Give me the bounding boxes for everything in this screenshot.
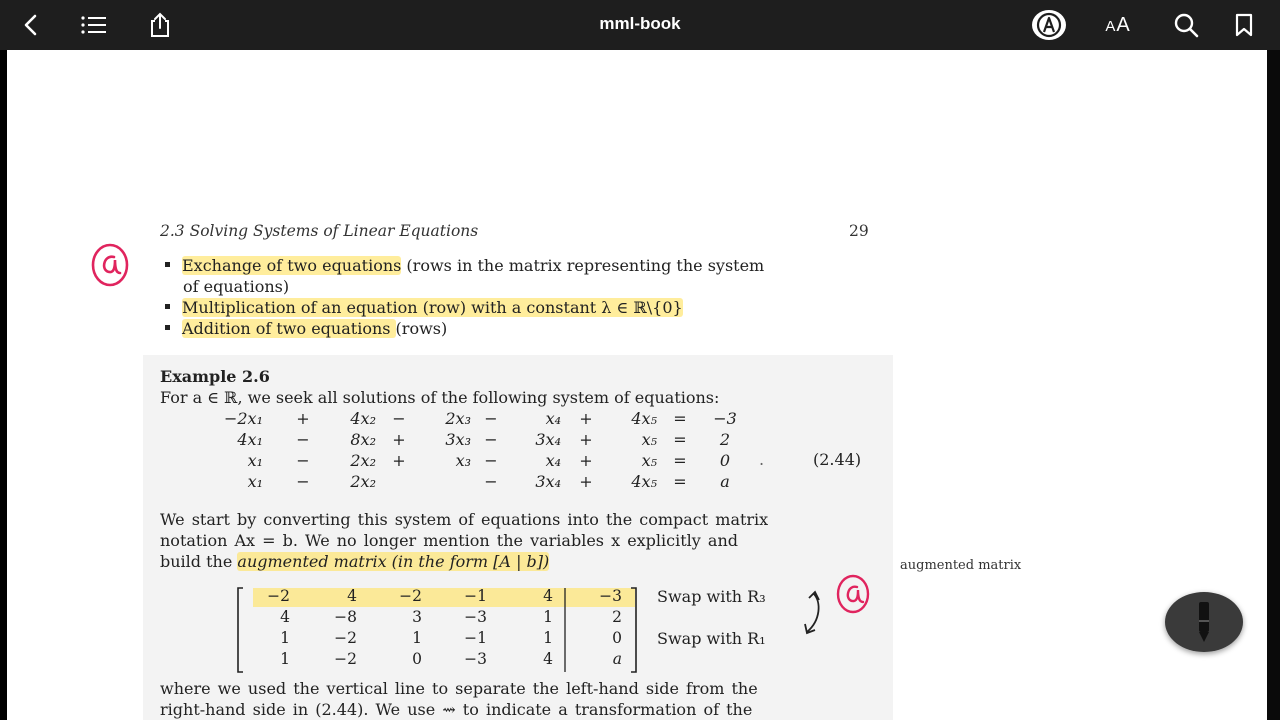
matrix-cell: −3 [464,650,487,668]
equation-term: − [484,451,498,470]
table-of-contents-button[interactable] [78,9,110,41]
running-head: 2.3 Solving Systems of Linear Equations [160,222,479,240]
search-button[interactable] [1170,9,1202,41]
bullet-text: of equations) [183,277,290,296]
equation-term: + [579,451,593,470]
example-title: Example 2.6 [160,367,270,386]
equation-term: 0 [719,451,731,470]
bookmark-button[interactable] [1228,9,1260,41]
text-size-icon [1105,14,1130,37]
bookmark-icon [1235,13,1253,37]
equation-term: − [296,451,310,470]
equation-term: − [484,472,498,491]
back-button[interactable] [15,9,47,41]
matrix-cell: a [612,650,622,668]
matrix-cell: −8 [334,608,357,626]
equation-term: x₁ [247,472,263,491]
matrix-cell: 1 [280,629,290,647]
equation-term: x₄ [545,409,561,428]
equation-term: = [673,472,687,491]
matrix-cell: −2 [399,587,422,605]
matrix-cell: 1 [412,629,422,647]
equation-term: = [673,409,687,428]
matrix-cell: 1 [543,608,553,626]
pencil-tool-button[interactable] [1165,592,1243,652]
equation-term: 2x₂ [350,451,376,470]
equation-term: x₄ [545,451,561,470]
example-intro: For a ∈ ℝ, we seek all solutions of the following system of equations: [160,388,720,407]
equation-term: 3x₄ [535,430,561,449]
paragraph-line: We start by converting this system of equations into the compact matrix [160,510,769,529]
list-item [165,319,447,338]
list-item-continuation [183,277,289,296]
matrix-cell: −2 [334,629,357,647]
equation-term: x₁ [247,451,263,470]
equation-term: −2x₁ [223,409,263,428]
equation-term: + [579,430,593,449]
equation-term: + [296,409,310,428]
highlighted-text: Addition of two equations [182,319,396,338]
equation-term: a [720,472,730,491]
matrix-cell: −3 [599,587,622,605]
list-item [165,298,683,317]
equation-term: − [484,430,498,449]
equation-term: x₅ [641,430,657,449]
equation-term: − [392,409,406,428]
markup-pen-icon [1031,8,1067,42]
pencil-icon [1193,600,1215,644]
list-item [165,256,764,275]
equation-term: 3x₃ [445,430,471,449]
share-button[interactable] [144,9,176,41]
equation-term: x₅ [641,451,657,470]
equation-period: . [759,450,765,469]
equation-term: 4x₂ [350,409,376,428]
page-edge [1267,50,1280,720]
equation-term: 4x₅ [631,472,657,491]
equation-term: + [392,451,406,470]
highlighted-text: Multiplication of an equation (row) with a constant λ ∈ ℝ\{0} [182,298,683,317]
matrix-cell: 4 [543,587,553,605]
equation-term: 2 [719,430,731,449]
handwritten-swap-arrow [797,572,877,642]
equation-term: − [296,430,310,449]
text-size-large-label: A [1116,13,1131,36]
equation-term: 2x₂ [350,472,376,491]
search-icon [1173,12,1199,38]
equation-term: 4x₁ [237,430,263,449]
back-chevron-icon [21,13,41,37]
matrix-cell: 3 [412,608,422,626]
equation-term: + [579,409,593,428]
bullet-text: (rows in the matrix representing the system [401,256,765,275]
equation-term: − [296,472,310,491]
matrix-cell: 4 [543,650,553,668]
matrix-cell: −1 [464,629,487,647]
handwritten-circle-annotation [89,240,133,290]
equation-term: 4x₅ [631,409,657,428]
equation-term: 3x₄ [535,472,561,491]
matrix-cell: −1 [464,587,487,605]
equation-term: + [392,430,406,449]
swap-label-r1: Swap with R₁ [657,629,766,648]
equation-term: 2x₃ [445,409,471,428]
share-icon [148,12,172,38]
equation-term: = [673,451,687,470]
text-size-small-label: A [1105,17,1117,35]
matrix-cell: −2 [267,587,290,605]
text-size-button[interactable] [1100,9,1136,41]
markup-button[interactable] [1030,8,1068,42]
equation-term: = [673,430,687,449]
highlighted-text: Exchange of two equations [182,256,402,275]
equation-term: + [579,472,593,491]
document-title: mml-book [599,14,681,33]
equation-label: (2.44) [813,450,862,469]
matrix-cell: −3 [464,608,487,626]
paragraph-line [160,552,549,571]
matrix-cell: 4 [347,587,357,605]
page-number: 29 [849,222,869,240]
matrix-cell: 2 [612,608,622,626]
swap-label-r3: Swap with R₃ [657,587,766,606]
paragraph-line: where we used the vertical line to separate the left-hand side from the [160,679,758,698]
bullet-text: (rows) [395,319,448,338]
paragraph-line: notation Ax = b. We no longer mention the variables x explicitly and [160,531,738,550]
highlighted-text: augmented matrix (in the form [A | b]) [237,552,550,571]
matrix-cell: 0 [612,629,622,647]
margin-note: augmented matrix [900,558,1022,573]
matrix-cell: 1 [280,650,290,668]
equation-term: − [484,409,498,428]
matrix-cell: 4 [280,608,290,626]
equation-term: 8x₂ [350,430,376,449]
pdf-page[interactable] [7,50,1267,720]
matrix-cell: −2 [334,650,357,668]
paragraph-text: build the [160,552,238,571]
equation-term: −3 [713,409,737,428]
reader-toolbar [0,0,1280,50]
paragraph-line: right-hand side in (2.44). We use ⇝ to indicate a transformation of the [160,700,753,719]
equation-term: x₃ [455,451,471,470]
matrix-cell: 1 [543,629,553,647]
toc-list-icon [80,14,108,36]
matrix-cell: 0 [412,650,422,668]
